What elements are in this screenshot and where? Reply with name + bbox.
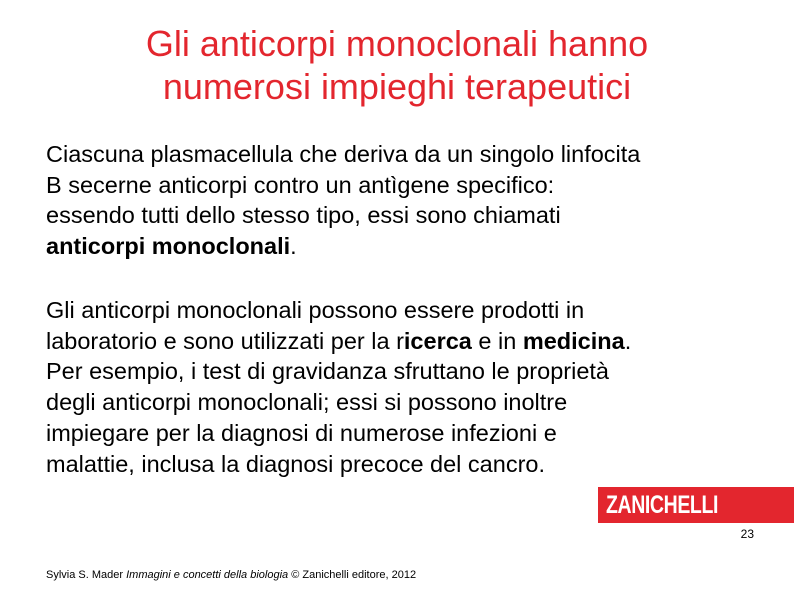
paragraph-2-line-5: impiegare per la diagnosi di numerose infezioni e	[46, 419, 557, 446]
paragraph-1-line-4	[46, 231, 640, 262]
slide-title-line-1: Gli anticorpi monoclonali hanno	[145, 23, 649, 64]
paragraph-2-line-2-mid: e in	[471, 327, 523, 354]
credit-book-title: Immagini e concetti della biologia	[126, 569, 289, 581]
slide-title-line-2: numerosi impieghi terapeutici	[162, 66, 632, 107]
paragraph-applications	[46, 295, 631, 479]
paragraph-2-line-1: Gli anticorpi monoclonali possono essere prodotti in	[46, 297, 585, 323]
copyright-credit	[46, 568, 416, 582]
paragraph-1-period: .	[290, 233, 297, 260]
page-number: 23	[740, 527, 754, 541]
paragraph-2-period: .	[624, 327, 632, 354]
term-research: icerca	[403, 327, 472, 354]
logo-text: ZANICHELLI	[606, 491, 719, 519]
paragraph-2-line-3: Per esempio, i test di gravidanza sfruttano le proprietà	[46, 358, 609, 385]
paragraph-1-line-1: Ciascuna plasmacellula che deriva da un singolo linfocita	[46, 141, 641, 167]
paragraph-plasma-cells	[46, 139, 640, 262]
paragraph-2-line-2	[46, 326, 631, 357]
credit-publisher: © Zanichelli editore, 2012	[288, 569, 417, 581]
paragraph-1-line-2: B secerne anticorpi contro un antìgene specifico:	[46, 171, 555, 198]
paragraph-2-line-4: degli anticorpi monoclonali; essi si possono inoltre	[46, 389, 568, 416]
paragraph-2-line-2-start: laboratorio e sono utilizzati per la r	[46, 327, 404, 354]
paragraph-2-line-6: malattie, inclusa la diagnosi precoce del cancro.	[46, 450, 545, 477]
term-medicine: medicina	[522, 327, 625, 354]
paragraph-1-line-3: essendo tutti dello stesso tipo, essi sono chiamati	[46, 202, 561, 229]
zanichelli-logo	[598, 487, 794, 523]
term-monoclonal-antibodies: anticorpi monoclonali	[46, 233, 291, 260]
slide-title	[40, 22, 754, 108]
credit-author: Sylvia S. Mader	[46, 569, 127, 581]
